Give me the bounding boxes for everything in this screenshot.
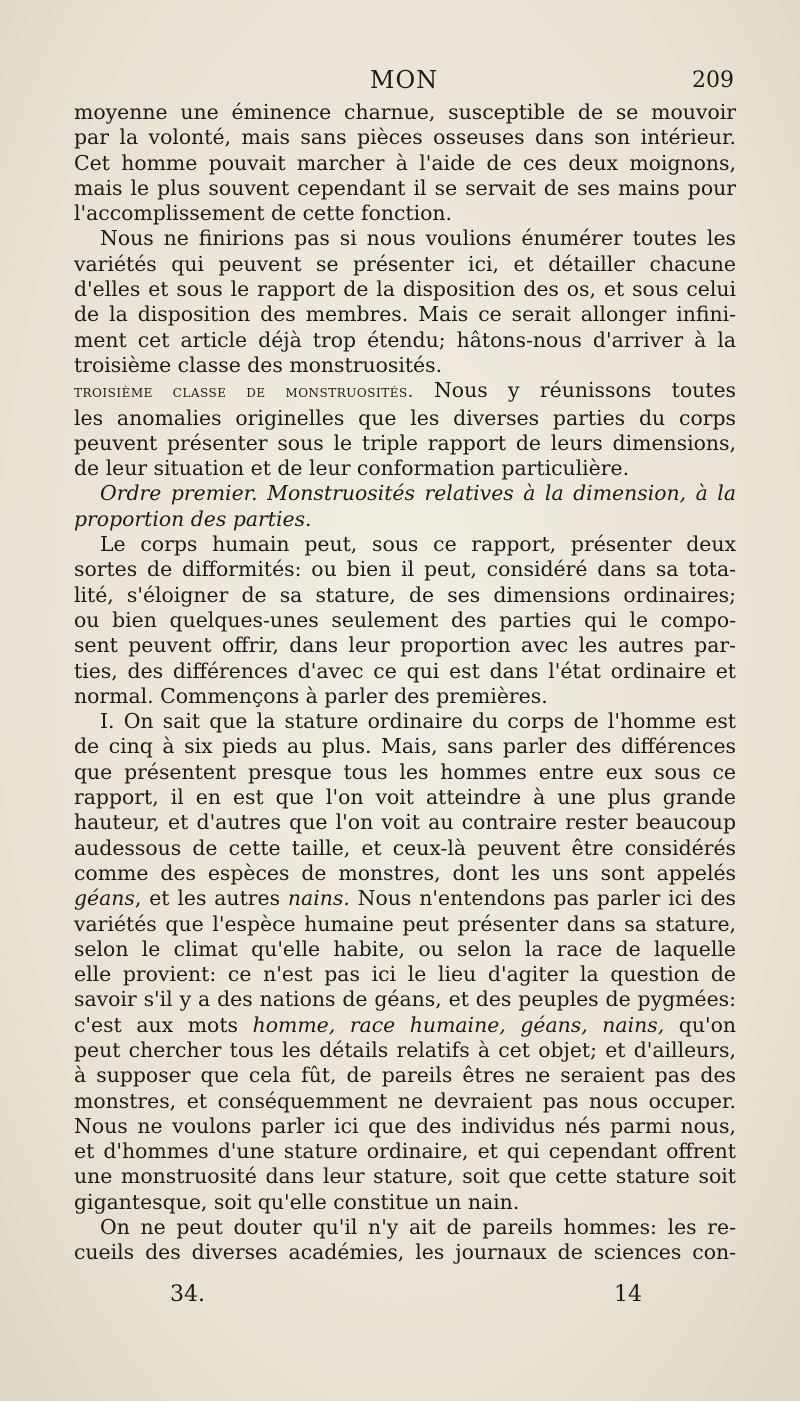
text-line: de cinq à six pieds au plus. Mais, sans parler des différences [74, 734, 736, 759]
text-line: d'elles et sous le rapport de la disposition des os, et sous celui [74, 277, 736, 302]
text-run: , et les autres [134, 886, 288, 911]
section-heading-line [74, 378, 736, 405]
text-line-mixed [74, 886, 736, 911]
text-line: et d'hommes d'une stature ordinaire, et qui cependant offrent [74, 1139, 736, 1164]
text-line: hauteur, et d'autres que l'on voit au contraire rester beaucoup [74, 810, 736, 835]
text-line: sent peuvent offrir, dans leur proportion avec les autres par- [74, 633, 736, 658]
text-line: selon le climat qu'elle habite, ou selon la race de laquelle [74, 936, 736, 961]
order-heading: Ordre premier. Monstruosités relatives à la dimension, à la [100, 481, 736, 506]
text-line: de leur situation et de leur conformation particulière. [74, 456, 630, 481]
text-line: savoir s'il y a des nations de géans, et des peuples de pygmées: [74, 987, 736, 1012]
text-line: gigantesque, soit qu'elle constitue un nain. [74, 1189, 520, 1214]
italic-term: géans [74, 886, 135, 911]
text-line: elle provient: ce n'est pas ici le lieu d'agiter la question de [74, 962, 736, 987]
italic-term: homme, race humaine, géans, nains, [252, 1012, 665, 1037]
page-footer [74, 1282, 736, 1312]
sheet-number: 14 [614, 1282, 642, 1307]
text-line: les anomalies originelles que les diverses parties du corps [74, 405, 736, 430]
text-line: cueils des diverses académies, les journaux de sciences con- [74, 1240, 736, 1265]
text-run: c'est aux mots [74, 1012, 253, 1037]
order-heading-line [74, 507, 736, 532]
text-line: comme des espèces de monstres, dont les uns sont appelés [74, 860, 736, 885]
text-run: Nous n'entendons pas parler ici des [349, 886, 737, 911]
text-line: que présentent presque tous les hommes entre eux sous ce [74, 759, 736, 784]
text-line: Cet homme pouvait marcher à l'aide de ces deux moignons, [74, 150, 736, 175]
text-line: audessous de cette taille, et ceux-là peuvent être considérés [74, 835, 736, 860]
text-line: normal. Commençons à parler des premières. [74, 683, 548, 708]
text-line: On ne peut douter qu'il n'y ait de pareils hommes: les re- [100, 1215, 736, 1240]
running-head: MON [369, 66, 439, 94]
text-line: Nous ne voulons parler ici que des individus nés parmi nous, [74, 1113, 736, 1138]
text-line: Le corps humain peut, sous ce rapport, présenter deux [100, 532, 736, 557]
text-line-mixed [74, 1013, 736, 1038]
order-heading-cont: proportion des parties. [74, 506, 312, 531]
signature-mark: 34. [170, 1282, 205, 1307]
text-line: monstres, et conséquemment ne devraient pas nous occuper. [74, 1088, 736, 1113]
text-line: Nous ne finirions pas si nous voulions énumérer toutes les [100, 226, 736, 251]
page-number: 209 [692, 68, 734, 93]
text-run: Nous y réunissons toutes [413, 378, 737, 403]
text-line: I. On sait que la stature ordinaire du corps de l'homme est [100, 709, 736, 734]
text-line: mais le plus souvent cependant il se servait de ses mains pour [74, 175, 736, 200]
text-line: ou bien quelques-unes seulement des parties qui le compo- [74, 607, 736, 632]
text-line: variétés qui peuvent se présenter ici, et détailler chacune [74, 251, 736, 276]
text-line: peuvent présenter sous le triple rapport de leurs dimensions, [74, 430, 736, 455]
text-run: qu'on [664, 1012, 736, 1037]
body-text [74, 100, 736, 1266]
text-line: moyenne une éminence charnue, susceptible de se mouvoir [74, 100, 736, 124]
text-line: une monstruosité dans leur stature, soit que cette stature soit [74, 1164, 736, 1189]
italic-term: nains. [287, 886, 350, 911]
text-line: à supposer que cela fût, de pareils êtres ne seraient pas des [74, 1063, 736, 1088]
page-header [74, 66, 734, 102]
text-line: sortes de difformités: ou bien il peut, considéré dans sa tota- [74, 557, 736, 582]
order-heading-line [74, 481, 736, 506]
text-line: rapport, il en est que l'on voit atteindre à une plus grande [74, 785, 736, 810]
text-line: variétés que l'espèce humaine peut présenter dans sa stature, [74, 911, 736, 936]
text-line: ment cet article déjà trop étendu; hâtons-nous d'arriver à la [74, 327, 736, 352]
text-line: de la disposition des membres. Mais ce serait allonger infini- [74, 302, 736, 327]
text-line: lité, s'éloigner de sa stature, de ses dimensions ordinaires; [74, 582, 736, 607]
section-heading: troisième classe de monstruosités. [74, 382, 414, 403]
text-line: ties, des différences d'avec ce qui est dans l'état ordinaire et [74, 658, 736, 683]
text-line: peut chercher tous les détails relatifs à cet objet; et d'ailleurs, [74, 1037, 736, 1062]
text-line: l'accomplissement de cette fonction. [74, 201, 453, 226]
text-line: troisième classe des monstruosités. [74, 352, 443, 377]
text-line: par la volonté, mais sans pièces osseuses dans son intérieur. [74, 125, 736, 150]
